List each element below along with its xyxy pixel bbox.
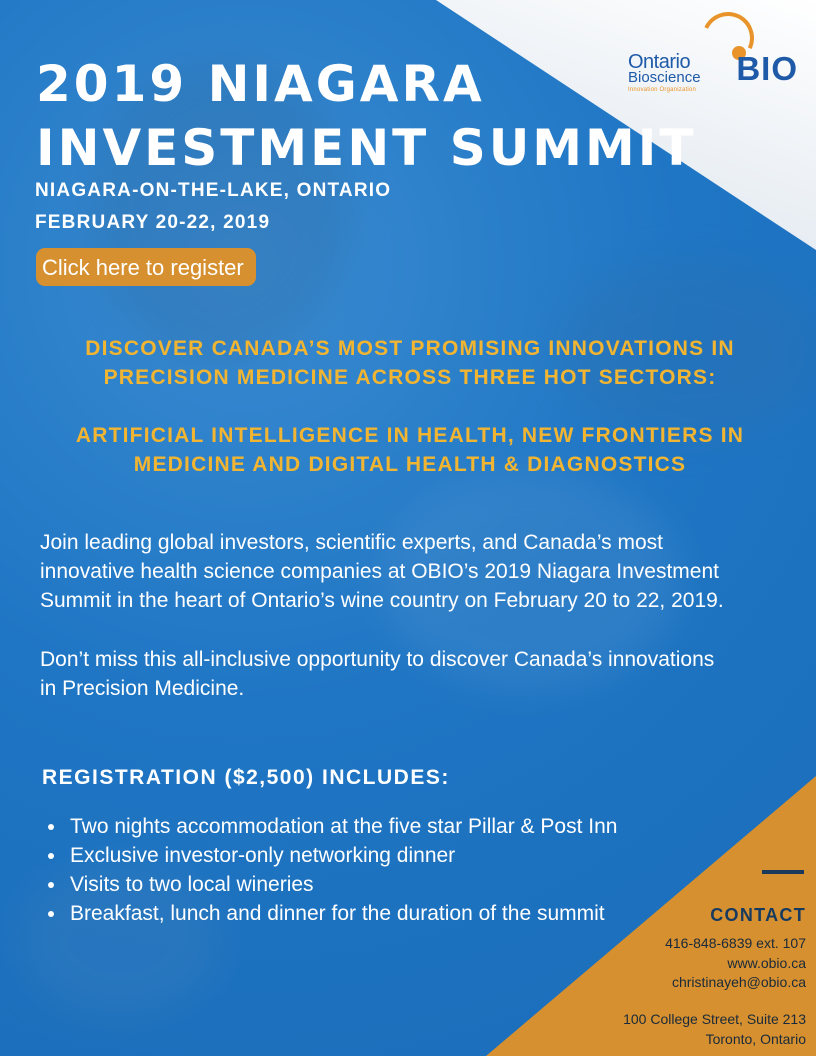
- address-line-1: 100 College Street, Suite 213: [623, 1011, 806, 1027]
- headline-discover-line-1: DISCOVER CANADA’S MOST PROMISING INNOVATIONS IN: [85, 337, 735, 360]
- list-item: Visits to two local wineries: [48, 870, 617, 899]
- list-item: Two nights accommodation at the five star Pillar & Post Inn: [48, 812, 617, 841]
- intro-paragraph: [40, 528, 780, 615]
- page-title: [36, 52, 697, 180]
- headline-sectors-line-1: ARTIFICIAL INTELLIGENCE IN HEALTH, NEW FRONTIERS IN: [75, 424, 745, 447]
- opportunity-paragraph: [40, 645, 780, 703]
- logo-bioscience-text: Bioscience: [628, 69, 701, 86]
- contact-address: [623, 1010, 806, 1049]
- opportunity-line: in Precision Medicine.: [40, 677, 245, 700]
- title-line-2: INVESTMENT SUMMIT: [36, 119, 697, 177]
- logo-bio-text: BIO: [736, 50, 798, 87]
- contact-heading: CONTACT: [710, 905, 806, 925]
- intro-line: Summit in the heart of Ontario’s wine country on February 20 to 22, 2019.: [40, 589, 724, 612]
- event-dates: FEBRUARY 20-22, 2019: [35, 212, 271, 233]
- logo-tagline: Innovation Organization: [628, 87, 696, 93]
- register-button[interactable]: Click here to register: [36, 248, 256, 286]
- registration-list: [48, 812, 617, 928]
- contact-details: [665, 934, 806, 993]
- headline-sectors: [40, 421, 780, 479]
- logo-ontario-text: Ontario: [628, 51, 691, 73]
- intro-line: innovative health science companies at OBIO’s 2019 Niagara Investment: [40, 560, 719, 583]
- opportunity-line: Don’t miss this all-inclusive opportunity to discover Canada’s innovations: [40, 648, 715, 671]
- list-item: Exclusive investor-only networking dinner: [48, 841, 617, 870]
- contact-phone[interactable]: 416-848-6839 ext. 107: [665, 935, 806, 951]
- headline-sectors-line-2: MEDICINE AND DIGITAL HEALTH & DIAGNOSTICS: [133, 453, 687, 476]
- registration-heading: REGISTRATION ($2,500) INCLUDES:: [42, 766, 450, 789]
- intro-line: Join leading global investors, scientific experts, and Canada’s most: [40, 531, 663, 554]
- headline-discover: [40, 334, 780, 392]
- contact-divider: [762, 870, 804, 874]
- list-item: Breakfast, lunch and dinner for the duration of the summit: [48, 899, 617, 928]
- contact-email[interactable]: christinayeh@obio.ca: [671, 974, 806, 990]
- contact-website[interactable]: www.obio.ca: [727, 954, 806, 971]
- title-line-1: 2019 NIAGARA: [36, 55, 485, 113]
- address-line-2: Toronto, Ontario: [705, 1030, 806, 1047]
- event-location: NIAGARA-ON-THE-LAKE, ONTARIO: [35, 180, 392, 201]
- headline-discover-line-2: PRECISION MEDICINE ACROSS THREE HOT SECTORS:: [103, 366, 717, 389]
